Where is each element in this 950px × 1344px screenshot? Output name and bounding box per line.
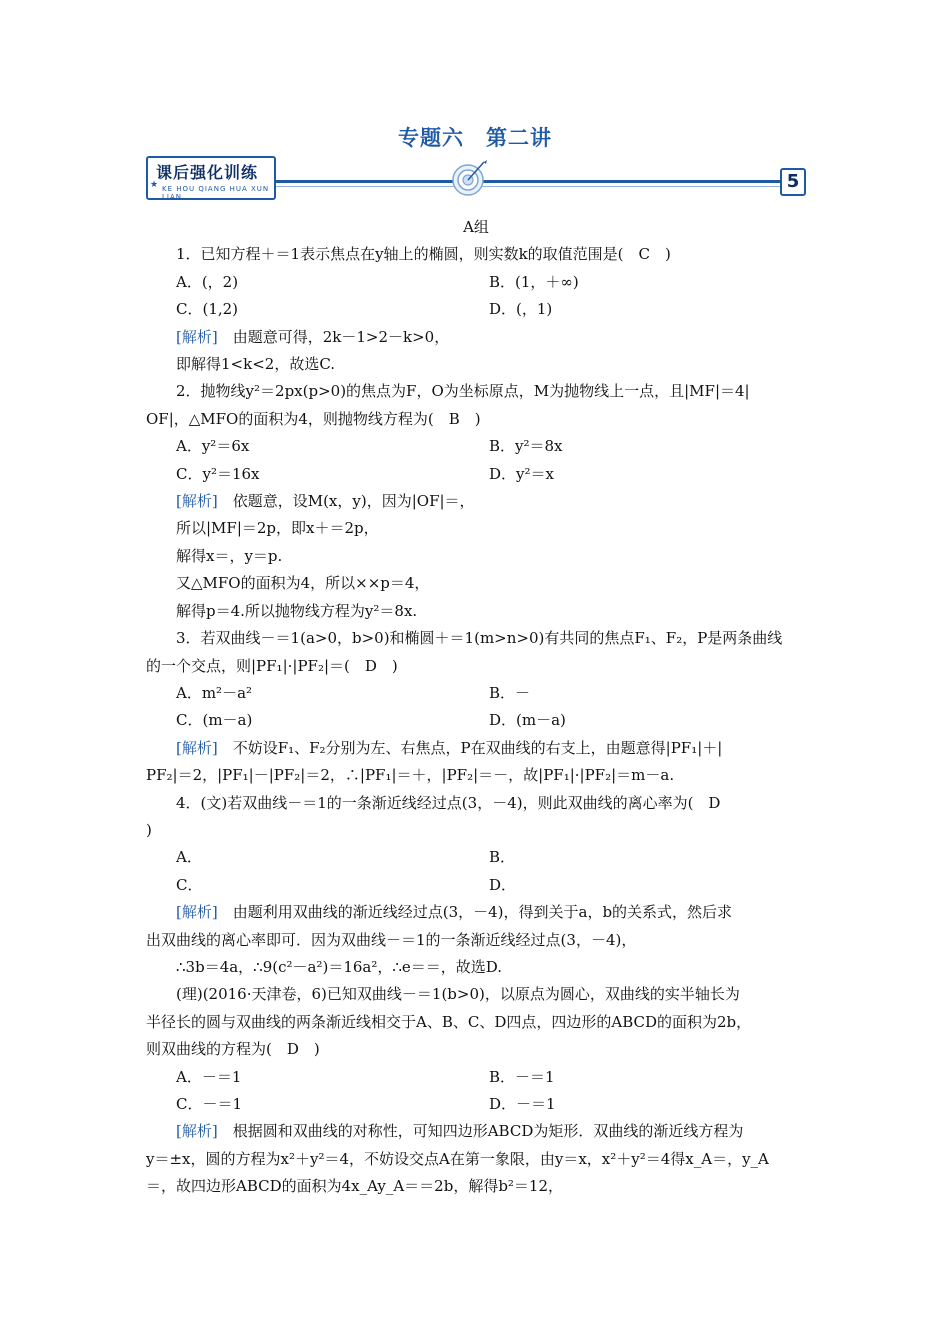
option-c: C．: [176, 875, 203, 894]
question-4-options-row-1: [146, 844, 806, 871]
solution-tag: [解析]: [176, 903, 218, 922]
section-banner: [146, 156, 806, 202]
option-a: A．(，2): [176, 272, 239, 291]
solution-5-line-2: y＝±x，圆的方程为x²＋y²＝4，不妨设交点A在第一象限，由y＝x，x²＋y²＝4得x_A＝，y_A: [146, 1149, 769, 1168]
question-3-line-2: 的一个交点，则|PF₁|·|PF₂|＝( D ): [146, 656, 398, 675]
option-d: D．y²＝x: [489, 464, 554, 483]
option-d: D．: [489, 875, 517, 894]
question-2-line-2: OF|，△MFO的面积为4，则抛物线方程为( B ): [146, 409, 481, 428]
question-4-line-2: ): [146, 820, 152, 839]
question-1-options-row-1: [146, 269, 806, 296]
solution-2-line-5: 解得p＝4.所以抛物线方程为y²＝8x.: [176, 601, 418, 620]
question-5-options-row-1: [146, 1064, 806, 1091]
solution-4-line-1: [解析] 由题利用双曲线的渐近线经过点(3，－4)，得到关于a，b的关系式，然后求: [176, 903, 733, 922]
solution-1-line-2: 即解得1<k<2，故选C.: [176, 355, 336, 374]
banner-title: 课后强化训练: [156, 163, 259, 182]
star-icon: ★: [150, 180, 159, 190]
solution-5-line-3: ＝，故四边形ABCD的面积为4x_Ay_A＝＝2b，解得b²＝12，: [146, 1177, 564, 1196]
group-label: A组: [463, 218, 489, 236]
option-d: D．(，1): [489, 300, 553, 319]
solution-tag: [解析]: [176, 327, 218, 346]
solution-3-line-1: [解析] 不妨设F₁、F₂分别为左、右焦点，P在双曲线的右支上，由题意得|PF₁|＋|: [176, 738, 723, 757]
option-a: A．－＝1: [176, 1067, 242, 1086]
question-2-options-row-2: [146, 461, 806, 488]
option-c: C．(1,2): [176, 300, 239, 319]
solution-1-line-1: [解析] 由题意可得，2k－1>2－k>0，: [176, 327, 450, 346]
option-b: B．－＝1: [489, 1067, 555, 1086]
question-2-line-1: 2．抛物线y²＝2px(p>0)的焦点为F，O为坐标原点，M为抛物线上一点，且|MF|＝4|: [176, 382, 750, 401]
solution-tag: [解析]: [176, 1122, 218, 1141]
question-5-options-row-2: [146, 1091, 806, 1118]
solution-4-line-3: ∴3b＝4a，∴9(c²－a²)＝16a²，∴e＝＝，故选D.: [176, 957, 503, 976]
banner-divider: [272, 180, 782, 183]
option-b: B．y²＝8x: [489, 437, 563, 456]
option-d: D．－＝1: [489, 1095, 556, 1113]
question-5-line-2: 半径长的圆与双曲线的两条渐近线相交于A、B、C、D四点，四边形的ABCD的面积为2b，: [146, 1012, 752, 1031]
option-a: A．y²＝6x: [176, 437, 250, 456]
solution-tag: [解析]: [176, 738, 218, 757]
option-c: C．y²＝16x: [176, 464, 260, 483]
option-c: C．(m－a): [176, 711, 253, 730]
solution-5-line-1: [解析] 根据圆和双曲线的对称性，可知四边形ABCD为矩形．双曲线的渐近线方程为: [176, 1122, 744, 1141]
solution-4-line-2: 出双曲线的离心率即可．因为双曲线－＝1的一条渐近线经过点(3，－4)，: [146, 930, 637, 949]
question-1-options-row-2: [146, 296, 806, 323]
option-d: D．(m－a): [489, 711, 566, 730]
solution-2-line-4: 又△MFO的面积为4，所以××p＝4，: [176, 574, 430, 593]
solution-3-line-2: PF₂|＝2，|PF₁|－|PF₂|＝2，∴|PF₁|＝＋，|PF₂|＝－，故|PF₁|·|PF₂|＝m－a.: [146, 766, 675, 785]
option-b: B．(1，＋∞): [489, 272, 579, 291]
solution-tag: [解析]: [176, 492, 218, 511]
page-title: 专题六 第二讲: [398, 126, 552, 150]
banner-divider-thin: [272, 186, 782, 187]
option-a: A．m²－a²: [176, 683, 253, 702]
question-3-line-1: 3．若双曲线－＝1(a>0，b>0)和椭圆＋＝1(m>n>0)有共同的焦点F₁、F₂，P是两条曲线: [176, 629, 783, 648]
solution-2-line-1: [解析] 依题意，设M(x，y)，因为|OF|＝，: [176, 492, 475, 511]
solution-2-line-3: 解得x＝，y＝p.: [176, 546, 283, 565]
option-b: B．: [489, 848, 516, 867]
option-b: B．－: [489, 683, 531, 702]
banner-label-box: [146, 156, 276, 200]
question-3-options-row-2: [146, 707, 806, 734]
option-a: A．: [176, 848, 202, 867]
question-4-options-row-2: [146, 872, 806, 899]
question-5-line-1: (理)(2016·天津卷，6)已知双曲线－＝1(b>0)，以原点为圆心，双曲线的实半轴长为: [176, 985, 740, 1004]
question-5-line-3: 则双曲线的方程为( D ): [146, 1040, 320, 1059]
question-4-line-1: 4．(文)若双曲线－＝1的一条渐近线经过点(3，－4)，则此双曲线的离心率为( D: [176, 793, 721, 812]
banner-subtitle: KE HOU QIANG HUA XUN LIAN: [162, 185, 270, 201]
target-icon: [446, 158, 490, 198]
solution-2-line-2: 所以|MF|＝2p，即x＋＝2p，: [176, 519, 379, 538]
question-2-options-row-1: [146, 433, 806, 460]
option-c: C．－＝1: [176, 1095, 243, 1113]
lesson-number: 5: [780, 168, 806, 196]
question-1: 1．已知方程＋＝1表示焦点在y轴上的椭圆，则实数k的取值范围是( C ): [176, 245, 671, 264]
question-3-options-row-1: [146, 680, 806, 707]
exercise-content: [146, 214, 806, 1201]
